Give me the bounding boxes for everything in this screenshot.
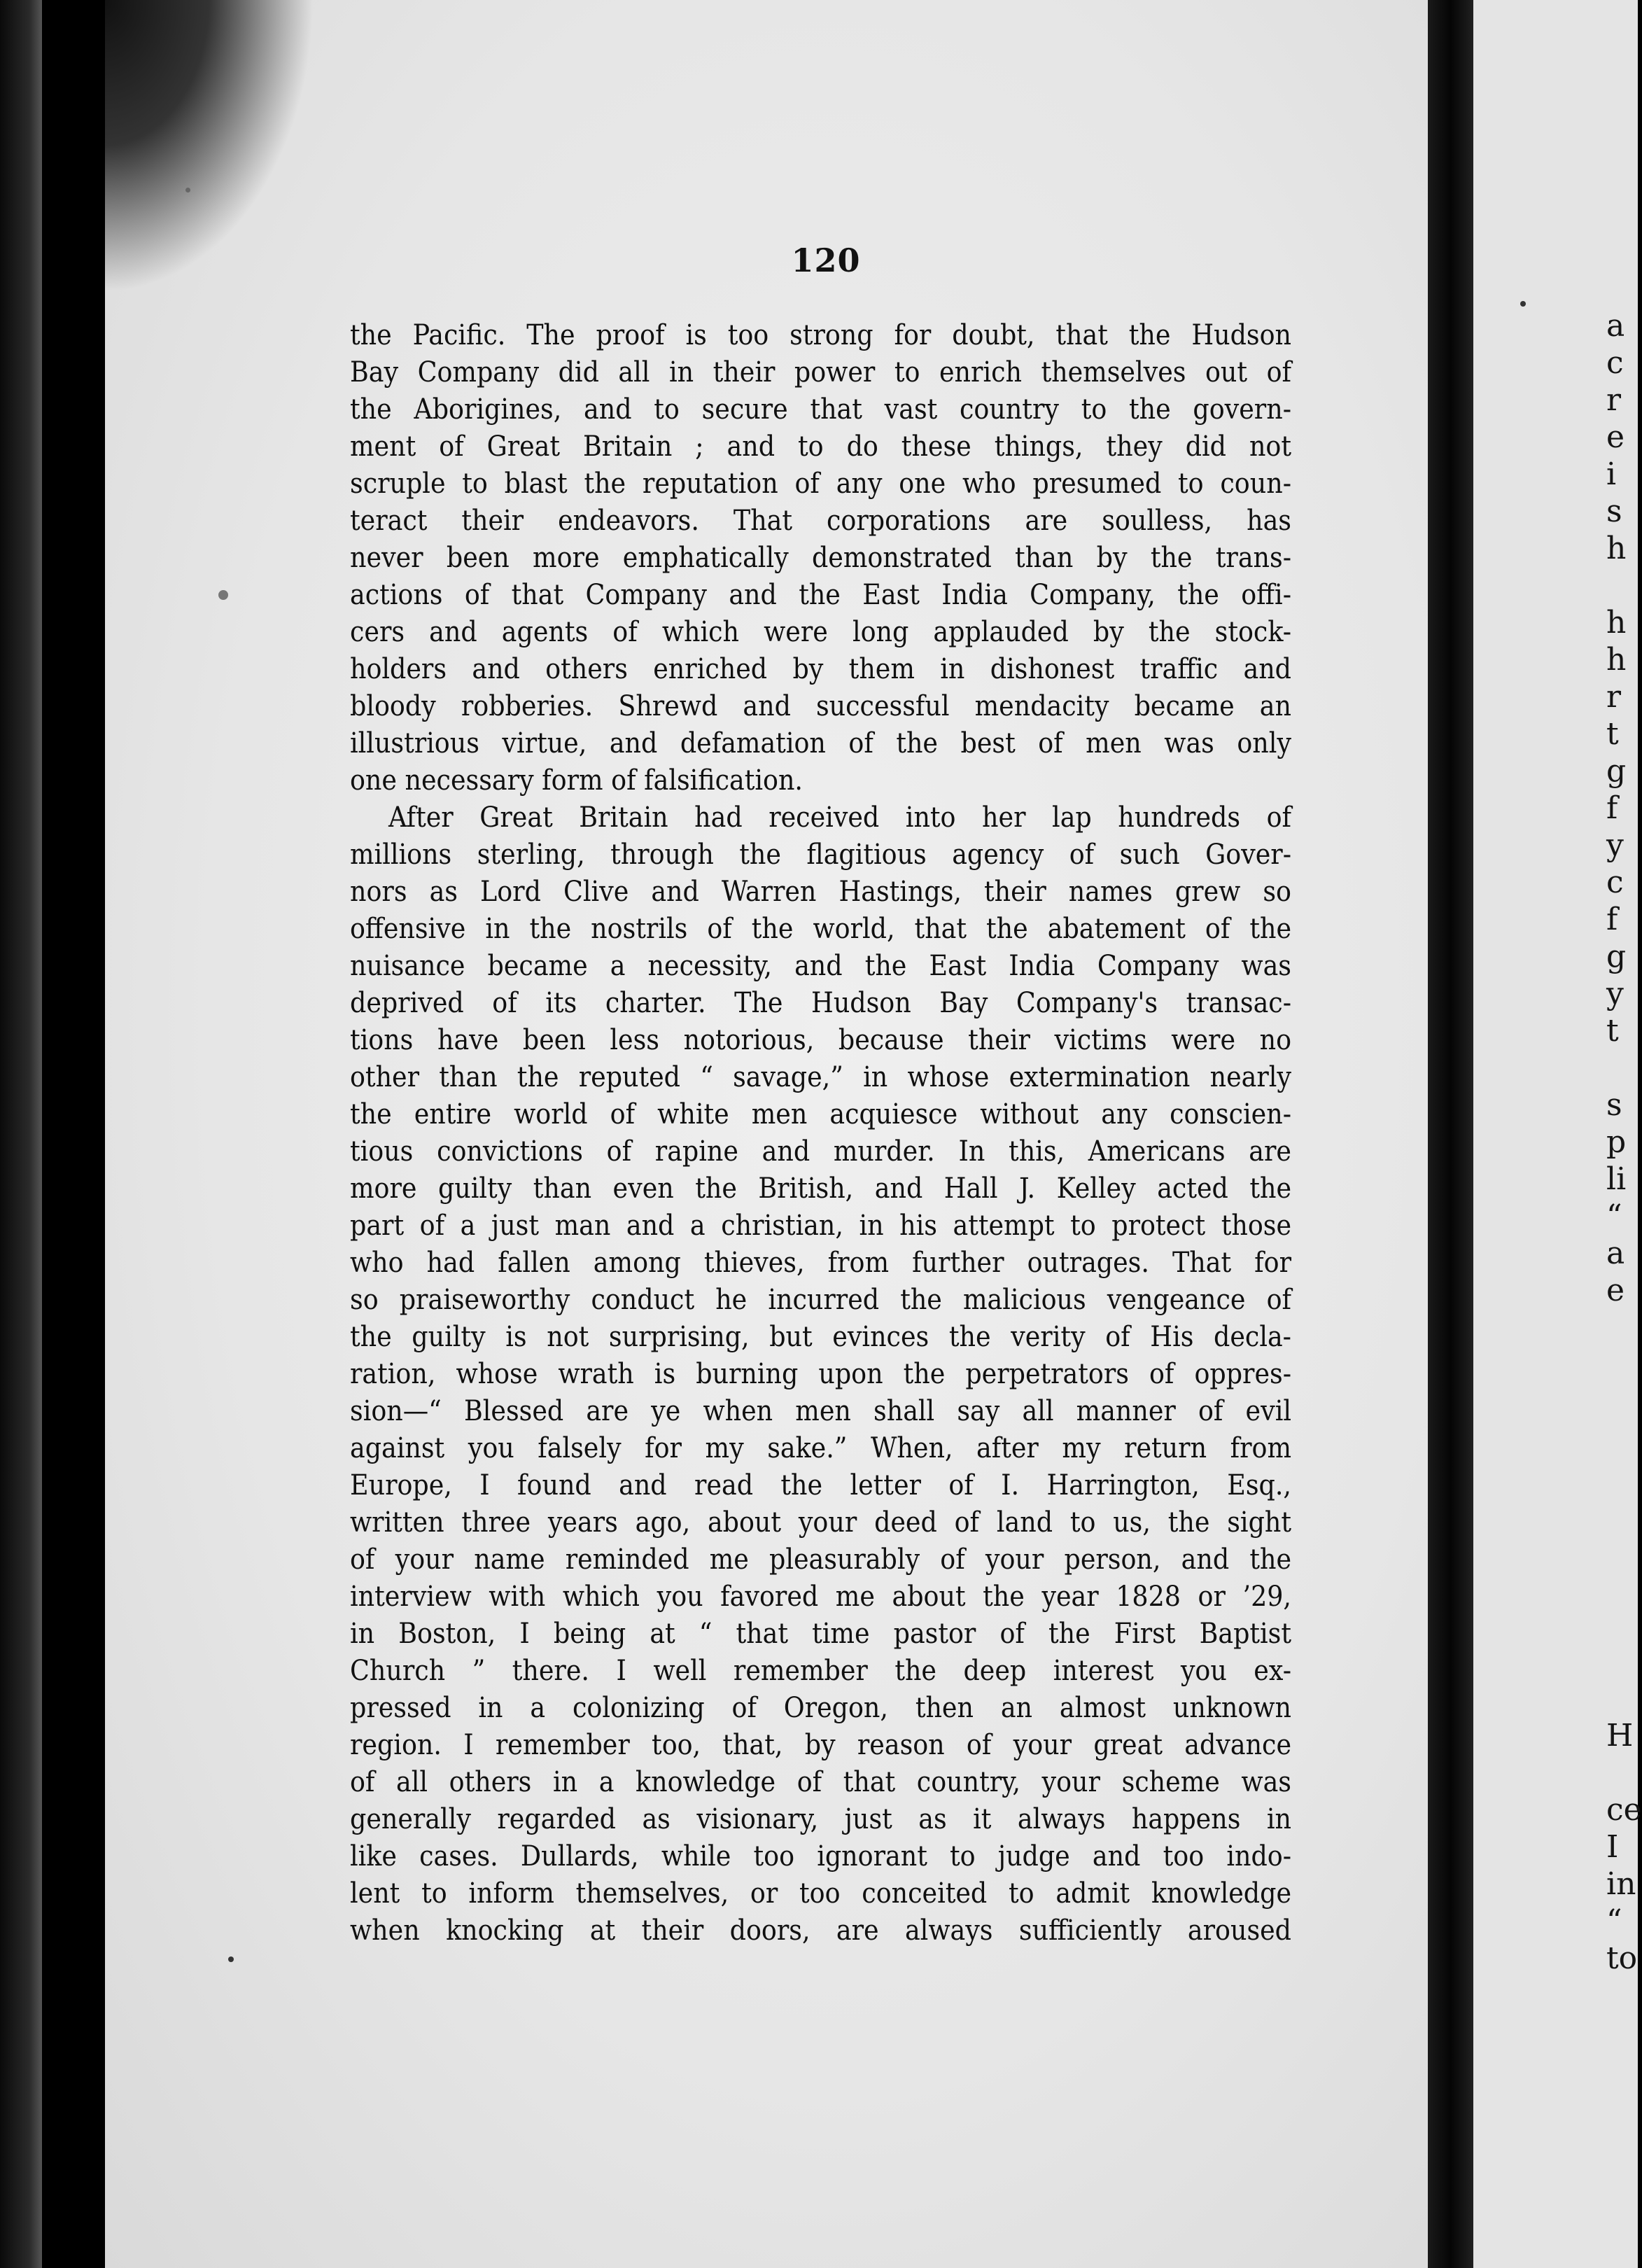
adjacent-page-fragment: t: [1606, 1013, 1619, 1049]
text-line: tious convictions of rapine and murder. In this, Americans are: [350, 1134, 1291, 1168]
adjacent-page-fragment: to: [1606, 1940, 1638, 1976]
text-line: nors as Lord Clive and Warren Hastings, their names grew so: [350, 874, 1291, 908]
text-line: written three years ago, about your deed of land to us, the sight: [350, 1505, 1291, 1539]
ink-speck: [1520, 301, 1526, 307]
text-line: of all others in a knowledge of that country, your scheme was: [350, 1765, 1291, 1798]
adjacent-page-fragment: c: [1606, 345, 1624, 381]
adjacent-page-fragment: f: [1606, 902, 1618, 937]
text-line: millions sterling, through the flagitious agency of such Gover-: [350, 837, 1291, 871]
text-line: After Great Britain had received into her lap hundreds of: [388, 800, 1291, 834]
text-line: scruple to blast the reputation of any one who presumed to coun-: [350, 466, 1291, 500]
text-line: cers and agents of which were long applauded by the stock-: [350, 615, 1291, 648]
adjacent-page-fragment: h: [1606, 531, 1627, 566]
text-line: other than the reputed “ savage,” in whose extermination nearly: [350, 1060, 1291, 1093]
adjacent-page-fragment: i: [1606, 456, 1617, 492]
torn-corner-shadow: [105, 0, 315, 294]
text-line: so praiseworthy conduct he incurred the malicious vengeance of: [350, 1282, 1291, 1316]
ink-speck: [218, 590, 228, 600]
adjacent-page-fragment: ce: [1606, 1792, 1642, 1828]
adjacent-page-fragment: s: [1606, 1087, 1622, 1123]
adjacent-page-fragment: s: [1606, 493, 1622, 529]
text-line: actions of that Company and the East India Company, the offi-: [350, 578, 1291, 611]
adjacent-page-fragment: I: [1606, 1829, 1619, 1865]
text-line: offensive in the nostrils of the world, that the abatement of the: [350, 911, 1291, 945]
page-body-text: [350, 316, 1291, 1949]
text-line: the entire world of white men acquiesce without any conscien-: [350, 1097, 1291, 1130]
adjacent-page-fragment: a: [1606, 1236, 1625, 1271]
text-line: part of a just man and a christian, in his attempt to protect those: [350, 1208, 1291, 1242]
text-line: bloody robberies. Shrewd and successful mendacity became an: [350, 689, 1291, 722]
adjacent-page-fragment: y: [1606, 976, 1624, 1011]
text-line: lent to inform themselves, or too conceited to admit knowledge: [350, 1876, 1291, 1910]
adjacent-page-edge: [1473, 0, 1642, 2268]
adjacent-page-fragment: r: [1606, 679, 1622, 715]
text-line: never been more emphatically demonstrated than by the trans-: [350, 540, 1291, 574]
text-line: nuisance became a necessity, and the East India Company was: [350, 948, 1291, 982]
text-line: Church ” there. I well remember the deep interest you ex-: [350, 1653, 1291, 1687]
adjacent-page-fragment: “: [1606, 1198, 1622, 1234]
text-line: holders and others enriched by them in dishonest traffic and: [350, 652, 1291, 685]
text-line: teract their endeavors. That corporations are soulless, has: [350, 503, 1291, 537]
adjacent-page-fragment: t: [1606, 716, 1619, 752]
adjacent-page-fragment: h: [1606, 642, 1627, 678]
adjacent-page-fragment: e: [1606, 419, 1625, 455]
ink-speck: [185, 188, 190, 192]
adjacent-page-fragment: h: [1606, 605, 1627, 640]
page-gutter: [1428, 0, 1473, 2268]
adjacent-page-fragment: in: [1606, 1866, 1636, 1902]
text-line: interview with which you favored me about the year 1828 or ’29,: [350, 1579, 1291, 1613]
text-line: Bay Company did all in their power to enrich themselves out of: [350, 355, 1291, 388]
text-line: ration, whose wrath is burning upon the perpetrators of oppres-: [350, 1357, 1291, 1390]
text-line: illustrious virtue, and defamation of the best of men was only: [350, 726, 1291, 760]
adjacent-page-fragment: “: [1606, 1903, 1622, 1939]
adjacent-page-fragment: li: [1606, 1161, 1627, 1197]
text-line: ment of Great Britain ; and to do these things, they did not: [350, 429, 1291, 463]
text-line: region. I remember too, that, by reason of your great advance: [350, 1728, 1291, 1761]
adjacent-page-fragment: a: [1606, 308, 1625, 344]
text-line: of your name reminded me pleasurably of your person, and the: [350, 1542, 1291, 1576]
text-line: more guilty than even the British, and Hall J. Kelley acted the: [350, 1171, 1291, 1205]
text-line: the Pacific. The proof is too strong for doubt, that the Hudson: [350, 318, 1291, 351]
text-line: one necessary form of falsification.: [350, 763, 803, 797]
text-line: pressed in a colonizing of Oregon, then an almost unknown: [350, 1690, 1291, 1724]
text-line: against you falsely for my sake.” When, after my return from: [350, 1431, 1291, 1464]
text-line: sion—“ Blessed are ye when men shall say all manner of evil: [350, 1394, 1291, 1427]
text-line: like cases. Dullards, while too ignorant to judge and too indo-: [350, 1839, 1291, 1872]
adjacent-page-fragment: e: [1606, 1273, 1625, 1308]
text-line: the Aborigines, and to secure that vast country to the govern-: [350, 392, 1291, 426]
page-number: 120: [791, 241, 861, 279]
adjacent-page-fragment: g: [1606, 753, 1627, 789]
text-line: the guilty is not surprising, but evinces the verity of His decla-: [350, 1320, 1291, 1353]
text-line: Europe, I found and read the letter of I. Harrington, Esq.,: [350, 1468, 1291, 1502]
adjacent-page-fragment: p: [1606, 1124, 1627, 1160]
text-line: when knocking at their doors, are always sufficiently aroused: [350, 1913, 1291, 1947]
ink-speck: [228, 1956, 234, 1962]
adjacent-page-fragment: H: [1606, 1718, 1634, 1754]
text-line: generally regarded as visionary, just as it always happens in: [350, 1802, 1291, 1835]
text-line: deprived of its charter. The Hudson Bay Company's transac-: [350, 986, 1291, 1019]
adjacent-page-fragment: r: [1606, 382, 1622, 418]
adjacent-page-fragment: c: [1606, 864, 1624, 900]
text-line: tions have been less notorious, because their victims were no: [350, 1023, 1291, 1056]
text-line: in Boston, I being at “ that time pastor of the First Baptist: [350, 1616, 1291, 1650]
adjacent-page-fragment: y: [1606, 827, 1624, 863]
adjacent-page-fragment: g: [1606, 939, 1627, 974]
text-line: who had fallen among thieves, from further outrages. That for: [350, 1245, 1291, 1279]
left-binding-edge: [0, 0, 42, 2268]
adjacent-page-fragment: f: [1606, 790, 1618, 826]
